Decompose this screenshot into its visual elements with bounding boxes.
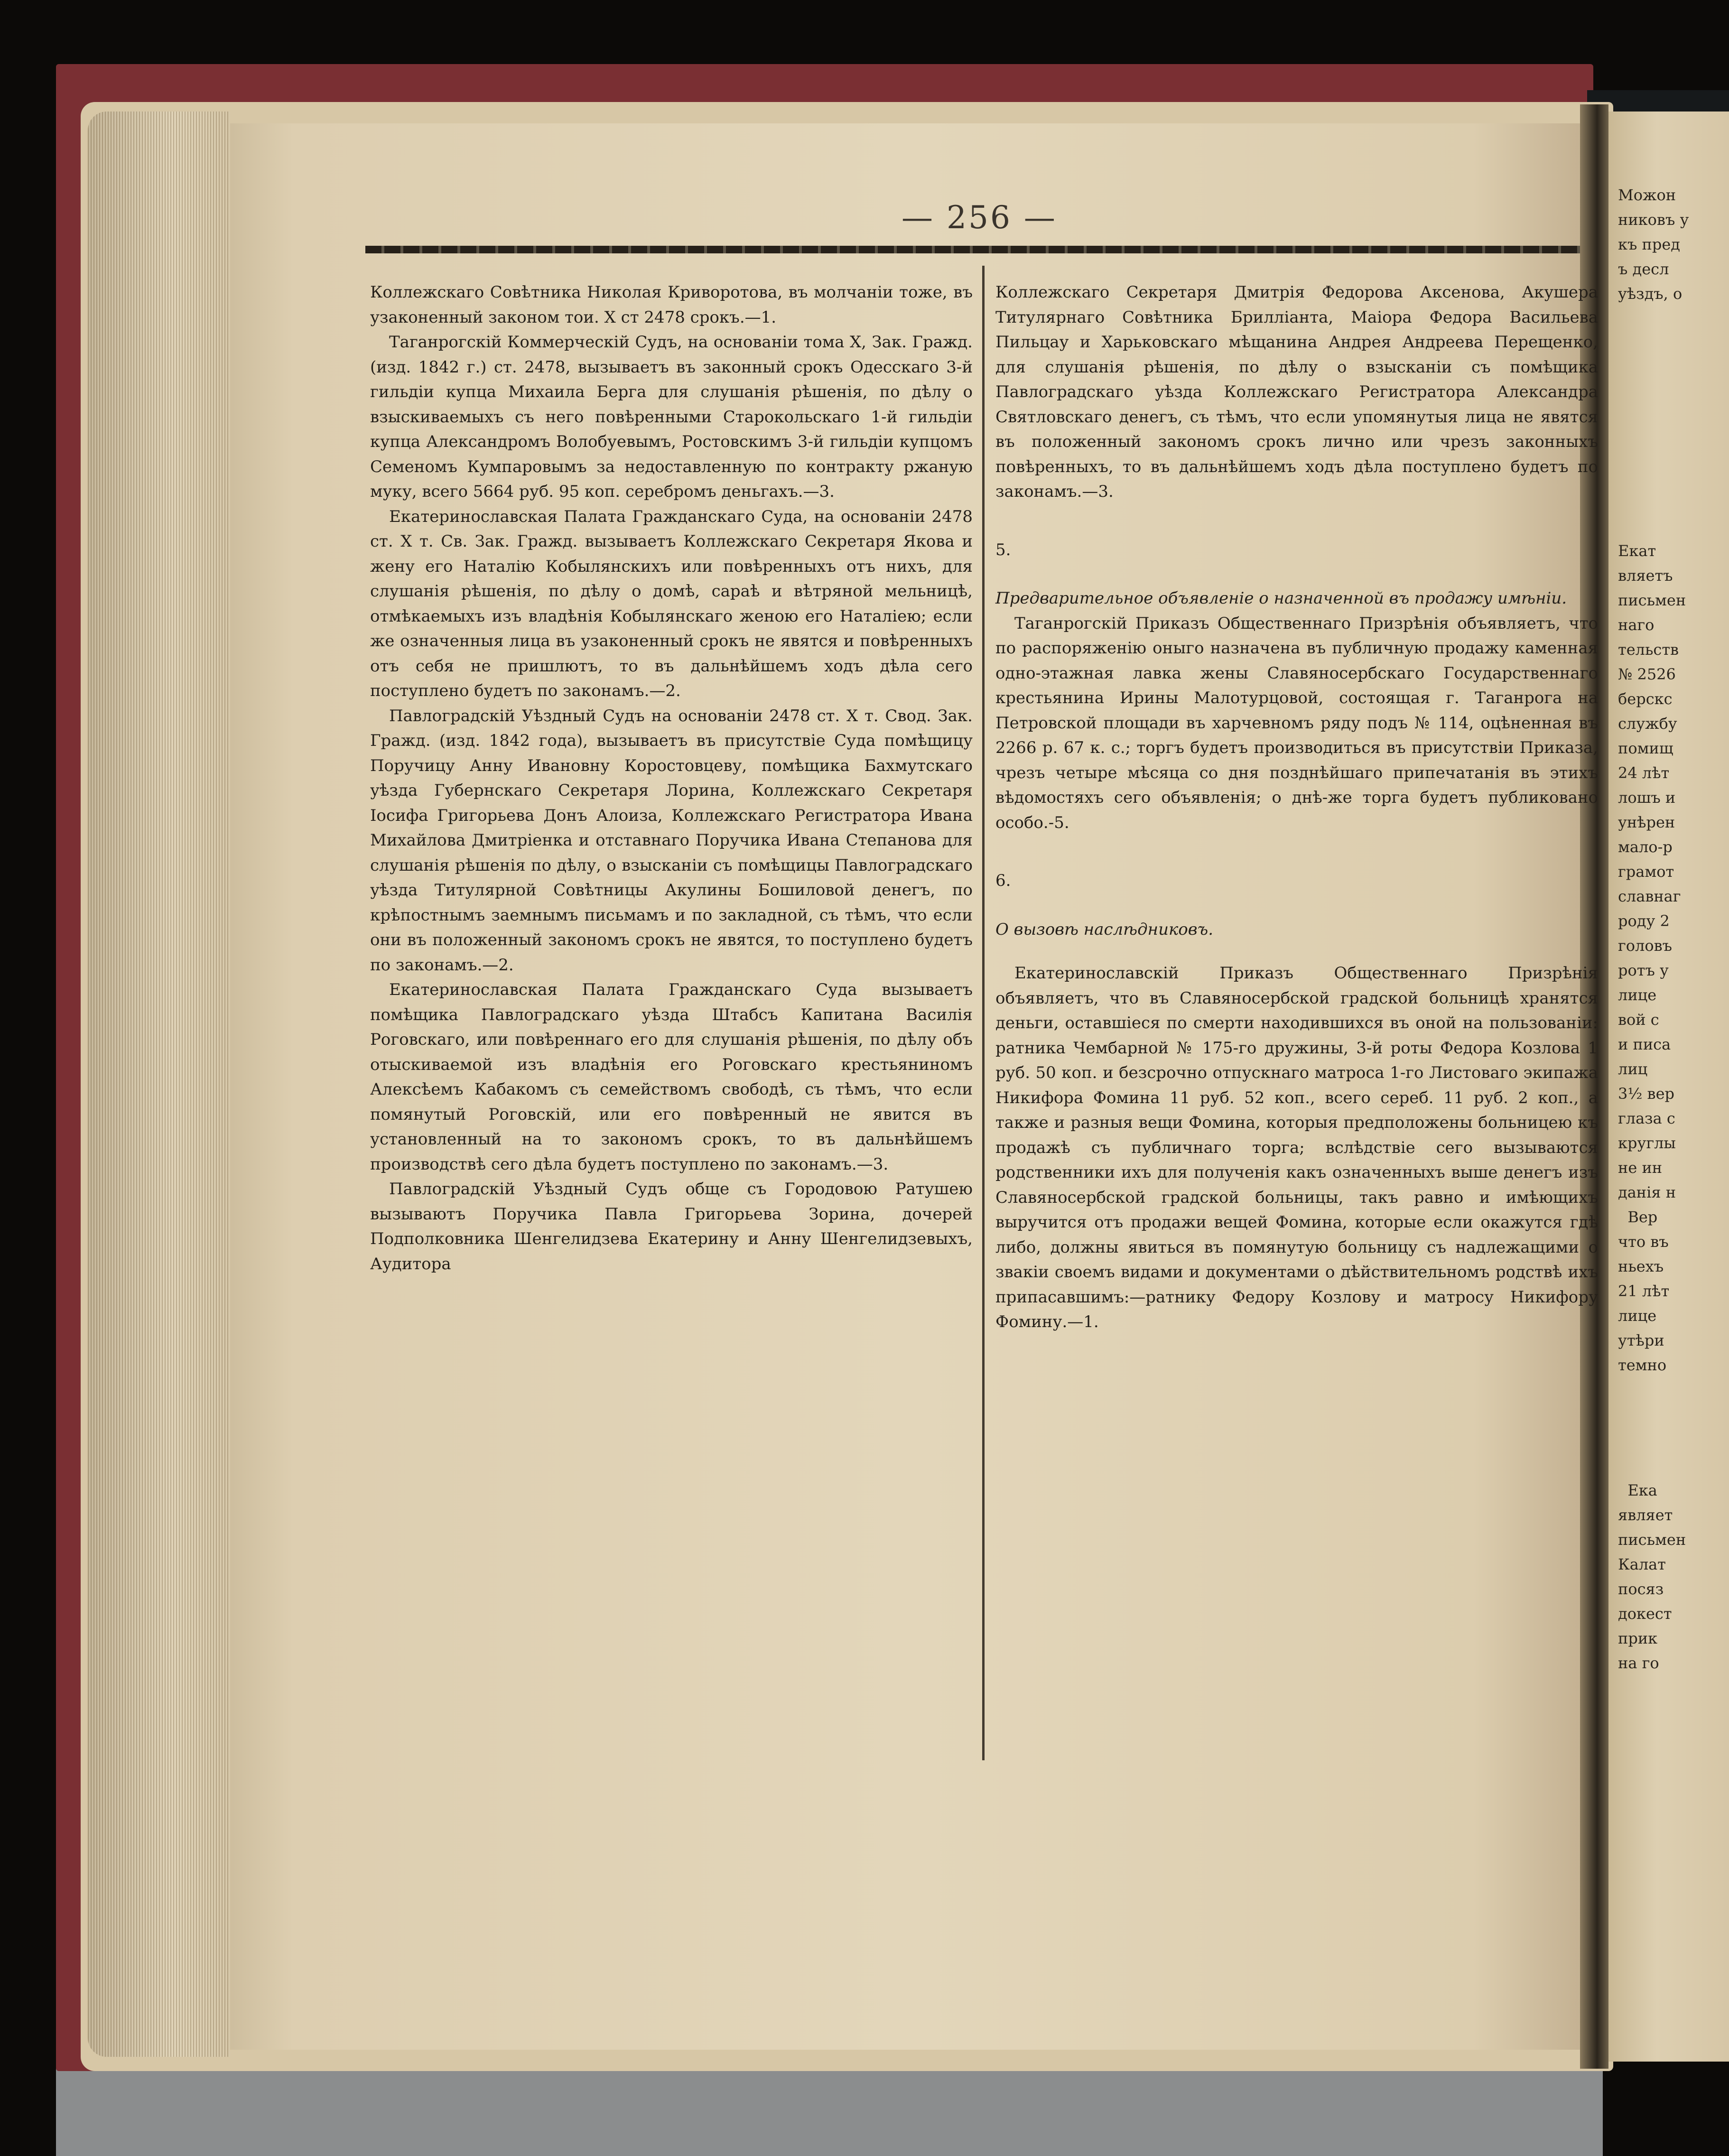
right-paragraph: Таганрогскій Приказъ Общественнаго Призрѣнія объявляетъ, что по распоряженію оныго назначена въ публичную продажу каменная одно-этажная лавка жены Славяносербскаго Государственнаго крестьянина Ирины Малотурцовой, состоящая г. Таганрога на Петровской площади въ харчевномъ ряду подъ № 114, оцѣненная въ 2266 р. 67 к. с.; торгъ будетъ производиться въ присутствіи Приказа, чрезъ четыре мѣсяца со дня позднѣйшаго припечатанія въ этихъ вѣдомостяхъ сего объявленія; о днѣ-же торга будетъ публиковано особо.-5. [995,613,1598,832]
left-column [370,280,973,1276]
section-title: О вызовѣ наслѣдниковъ. [995,920,1213,939]
header-rule [365,246,1580,253]
next-page-fragment [1608,112,1729,2062]
right-column [995,280,1598,1335]
right-paragraph: Коллежскаго Секретаря Дмитрія Федорова Аксенова, Акушера Титулярнаго Совѣтника Брилліанта, Маіора Федора Васильева Пильцау и Харьковскаго мѣщанина Андрея Андреева Перещенко, для слушанія рѣшенія, по дѣлу о взысканіи съ помѣщика Павлоградскаго уѣзда Коллежскаго Регистратора Александра Святловскаго денегъ, съ тѣмъ, что если упомянутыя лица не явятся въ положенный закономъ срокъ лично или чрезъ законныхъ повѣренныхъ, то въ дальнѣйшемъ ходъ дѣла поступлено будетъ по законамъ.—3. [995,283,1598,501]
page-edges [88,112,230,2057]
page-number: — 256 — [902,199,1057,236]
section-number: 6. [995,871,1011,890]
left-paragraph: Екатеринославская Палата Гражданскаго Суда вызываетъ помѣщика Павлоградскаго уѣзда Штабсъ Капитана Василія Роговскаго, или повѣреннаго его для слушанія рѣшенія, по дѣлу объ отыскиваемой изъ владѣнія его Роговскаго крестьяниномъ Алексѣемъ Кабакомъ съ семействомъ свободѣ, съ тѣмъ, что если помянутый Роговскій, или его повѣренный не явится въ установленный на то закономъ срокъ, то въ дальнѣйшемъ производствѣ сего дѣла будетъ поступлено по законамъ.—3. [370,980,973,1174]
left-paragraph: Екатеринославская Палата Гражданскаго Суда, на основаніи 2478 ст. X т. Св. Зак. Гражд. вызываетъ Коллежскаго Секретаря Якова и жену его Наталію Кобылянскихъ или повѣренныхъ отъ нихъ, для слушанія рѣшенія, по дѣлу о домѣ, сараѣ и вѣтряной мельницѣ, отмѣкаемыхъ изъ владѣнія Кобылянскаго женою его Наталіею; если же означенныя лица въ узаконенный срокъ не явятся и повѣренныхъ отъ себя не пришлютъ, то въ дальнѣйшемъ ходъ дѣла сего поступлено будетъ по законамъ.—2. [370,507,973,700]
section-number: 5. [995,540,1011,559]
next-page-text: Екат вляетъ письмен наго тельств № 2526 берскс службу помищ 24 лѣт лошъ и унѣрен мало-р грамот славнаг роду 2 головъ ротъ у лице вой с и писа лиц 3½ вер глаза с круглы не ин данія н Вер что въ ньехъ 21 лѣт лице утѣри темно [1618,542,1686,1374]
left-paragraph: Таганрогскій Коммерческій Судъ, на основаніи тома X, Зак. Гражд. (изд. 1842 г.) ст. 2478, вызываетъ въ законный срокъ Одесскаго 3-й гильдіи купца Михаила Берга для слушанія рѣшенія, по дѣлу о взыскиваемыхъ съ него повѣренными Старокольскаго 1-й гильдіи купца Александромъ Волобуевымъ, Ростовскимъ 3-й гильдіи купцомъ Семеномъ Кумпаровымъ за недоставленную по контракту ржаную муку, всего 5664 руб. 95 коп. серебромъ деньгахъ.—3. [370,333,973,501]
next-page-text: Можон никовъ у къ пред ъ десл уѣздъ, о [1618,186,1689,303]
column-divider [982,266,985,1760]
left-paragraph: Коллежскаго Совѣтника Николая Криворотова, въ молчаніи тоже, въ узаконенный законом тои. X ст 2478 срокъ.—1. [370,283,973,327]
section-title: Предварительное объявленіе о назначенной въ продажу имѣніи. [995,589,1567,608]
backdrop [56,2059,1603,2156]
left-paragraph: Павлоградскій Уѣздный Судъ обще съ Городовою Ратушею вызываютъ Поручика Павла Григорьева Зорина, дочерей Подполковника Шенгелидзева Екатерину и Анну Шенгелидзевыхъ, Аудитора [370,1180,973,1273]
right-paragraph: Екатеринославскій Приказъ Общественнаго Призрѣнія объявляетъ, что въ Славяносербской градской больницѣ хранятся деньги, оставшіеся по смерти находившихся въ оной на пользованіи: ратника Чембарной № 175-го дружины, 3-й роты Федора Козлова 1 руб. 50 коп. и безсрочно отпускнаго матроса 1-го Листоваго экипажа Никифора Фомина 11 руб. 52 коп., всего сереб. 11 руб. 2 коп., а также и разныя вещи Фомина, которыя предположены больницею къ продажѣ съ публичнаго торга; вслѣдствіе сего вызываются родственники ихъ для полученія какъ означенныхъ выше денегъ изъ Славяносербской градской больницы, такъ равно и имѣющихъ выручится отъ продажи вещей Фомина, которые если окажутся гдѣ либо, должны явиться въ помянутую больницу съ надлежащими о звакіи своемъ видами и документами о дѣйствительномъ родствѣ ихъ припасавшимъ:—ратнику Федору Козлову и матросу Никифору Фомину.—1. [995,964,1598,1331]
left-paragraph: Павлоградскій Уѣздный Судъ на основаніи 2478 ст. X т. Свод. Зак. Гражд. (изд. 1842 года), вызываетъ въ присутствіе Суда помѣщицу Поручицу Анну Ивановну Коростовцеву, помѣщика Бахмутскаго уѣзда Губернскаго Секретаря Лорина, Коллежскаго Секретаря Іосифа Григорьева Донъ Алоиза, Коллежскаго Регистратора Ивана Михайлова Дмитріенка и отставнаго Поручика Ивана Степанова для слушанія рѣшенія по дѣлу, о взысканіи съ помѣщицы Павлоградскаго уѣзда Титулярной Совѣтницы Акулины Бошиловой денегъ, по крѣпостнымъ заемнымъ письмамъ и по закладной, съ тѣмъ, что если они въ положенный закономъ срокъ не явятся, то поступлено будетъ по законамъ.—2. [370,706,973,975]
next-page-text: Ека являет письмен Калат посяз докест прик на го [1618,1481,1686,1672]
